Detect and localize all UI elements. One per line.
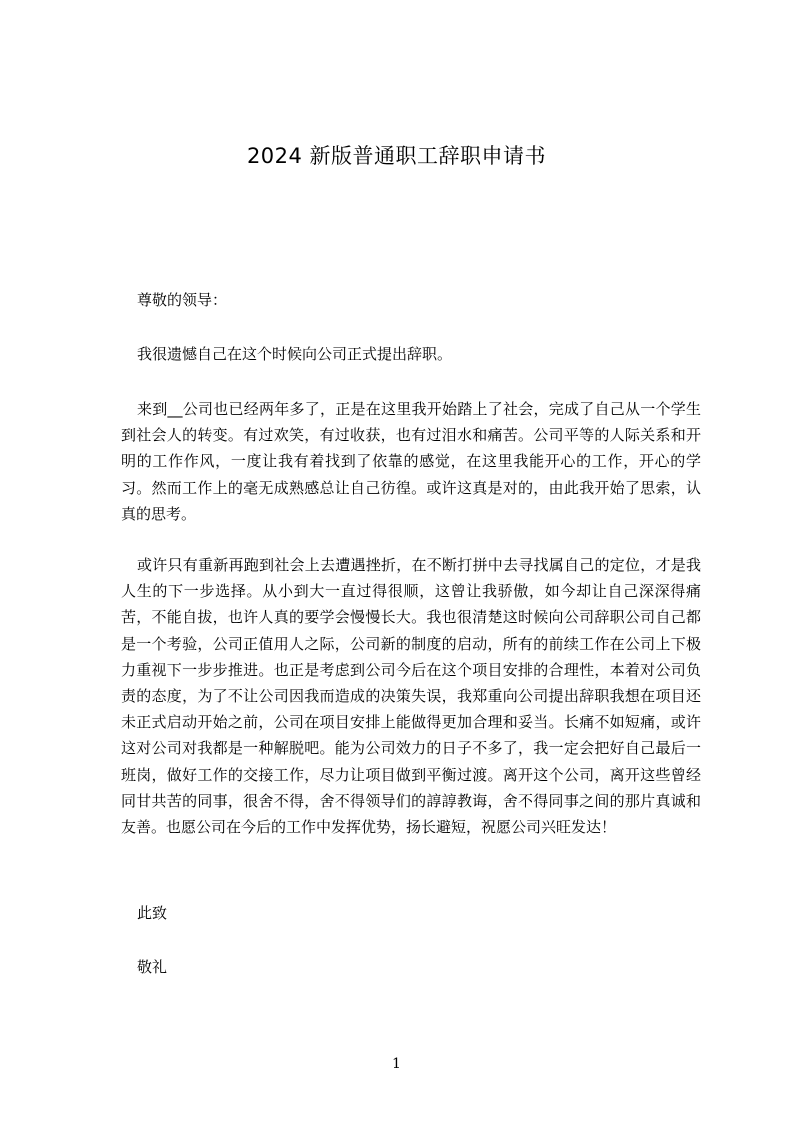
closing-phrase: 此致 (137, 904, 168, 922)
opening-statement: 我很遗憾自己在这个时候向公司正式提出辞职。 (137, 345, 453, 363)
body-paragraph-1: 来到__公司也已经两年多了，正是在这里我开始踏上了社会，完成了自己从一个学生到社会人的转变。有过欢笑，有过收获，也有过泪水和痛苦。公司平等的人际关系和开明的工作作风，一度让我有着找到了依靠的感觉，在这里我能开心的工作，开心的学习。然而工作上的毫无成熟感总让自己彷徨。或许这真是对的，由此我开始了思索，认真的思考。 (121, 400, 701, 523)
body-paragraph-2: 或许只有重新再跑到社会上去遭遇挫折，在不断打拼中去寻找属自己的定位，才是我人生的下一步选择。从小到大一直过得很顺，这曾让我骄傲，如今却让自己深深得痛苦，不能自拔，也许人真的要学会慢慢长大。我也很清楚这时候向公司辞职公司自己都是一个考验，公司正值用人之际，公司新的制度的启动，所有的前续工作在公司上下极力重视下一步步推进。也正是考虑到公司今后在这个项目安排的合理性，本着对公司负责的态度，为了不让公司因我而造成的决策失误，我郑重向公司提出辞职我想在项目还未正式启动开始之前，公司在项目安排上能做得更加合理和妥当。长痛不如短痛，或许这对公司对我都是一种解脱吧。能为公司效力的日子不多了，我一定会把好自己最后一班岗，做好工作的交接工作，尽力让项目做到平衡过渡。离开这个公司，离开这些曾经同甘共苦的同事，很舍不得，舍不得领导们的諄諄教诲，舍不得同事之间的那片真诚和友善。也愿公司在今后的工作中发挥优势，扬长避短，祝愿公司兴旺发达！ (121, 556, 701, 837)
salutation: 尊敬的领导： (137, 291, 228, 309)
page-number: 1 (392, 1056, 401, 1072)
document-title: 2024 新版普通职工辞职申请书 (246, 144, 547, 168)
regards-phrase: 敬礼 (137, 958, 168, 976)
